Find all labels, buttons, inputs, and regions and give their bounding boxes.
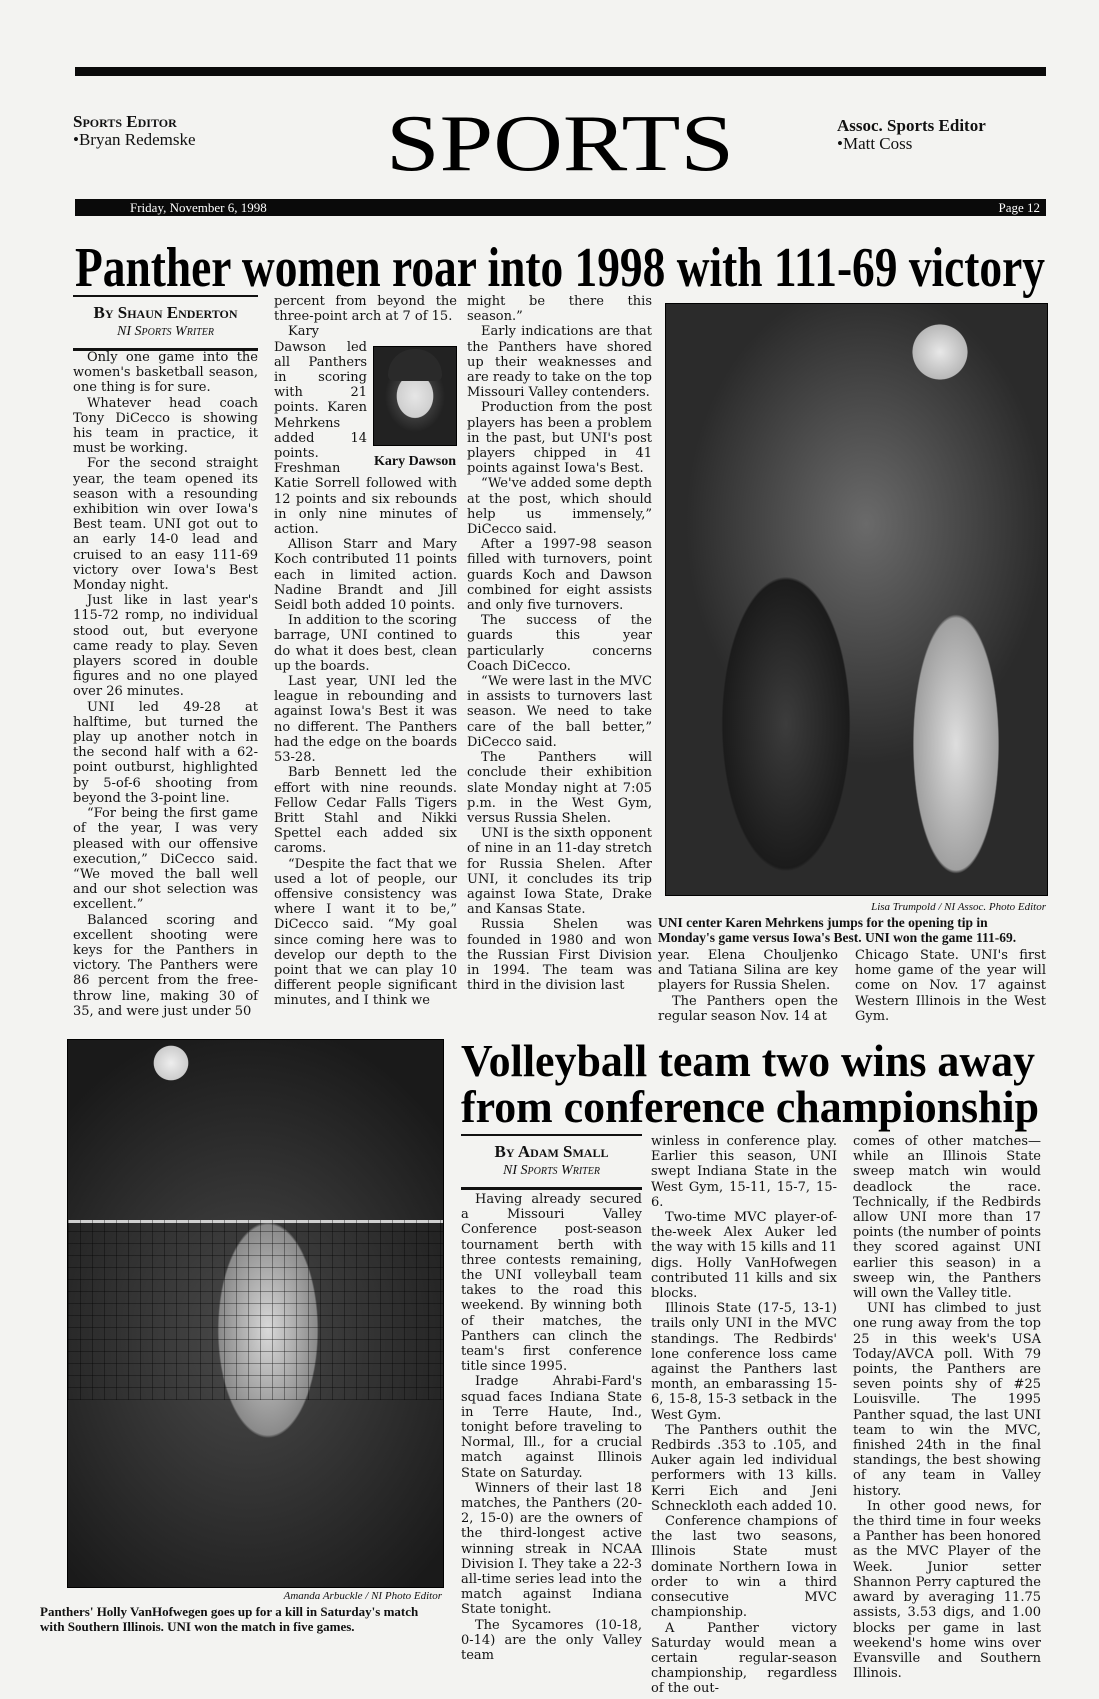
paragraph: Russia Shelen was founded in 1980 and won the Russian First Division in 1994. The team was third in the division last (467, 917, 652, 994)
paragraph: year. Elena Chouljenko and Tatiana Silina are key players for Russia Shelen. (658, 948, 838, 994)
masthead (380, 80, 740, 188)
article2-column-3 (853, 1134, 1041, 1682)
jersey-number-graphic (816, 784, 876, 854)
paragraph: The Sycamores (10-18, 0-14) are the only Valley team (461, 1617, 642, 1664)
photo-credit: Amanda Arbuckle / NI Photo Editor (283, 1590, 442, 1602)
assoc-editor-title: Assoc. Sports Editor (837, 116, 986, 135)
paragraph: A Panther victory Saturday would mean a certain regular-season championship, regardless of the out- (651, 1620, 837, 1697)
paragraph: The Panthers will conclude their exhibition slate Monday night at 7:05 p.m. in the West Gym, versus Russia Shelen. (467, 750, 652, 826)
headline-line-1: Volleyball team two wins away (461, 1035, 1035, 1086)
paragraph: Whatever head coach Tony DiCecco is showing his team in practice, it must be working. (73, 395, 258, 457)
volleyball-net-graphic (68, 1220, 443, 1400)
headline-line-2: from conference championship (461, 1081, 1039, 1132)
sports-editor-credit (73, 113, 196, 149)
paragraph: “We were last in the MVC in assists to turnovers last season. We need to take care of the ball better,” DiCecco said. (467, 674, 652, 750)
paragraph: Winners of their last 18 matches, the Panthers (20-2, 15-0) are the owners of the third-longest active winning streak in NCAA Division I. They take a 22-3 all-time series lead into the match against Indiana State tonight. (461, 1480, 642, 1618)
masthead-title: SPORTS (386, 100, 734, 188)
date-bar (75, 199, 1046, 216)
paragraph: “For being the first game of the year, I was very pleased with our offensive execution,” DiCecco said. “We moved the ball well and our shot selection was excellent.” (73, 806, 258, 913)
sports-editor-title: Sports Editor (73, 112, 177, 131)
paragraph: Last year, UNI led the league in rebounding and against Iowa's Best it was no different. The Panthers had the edge on the boards 53-28. (274, 674, 457, 766)
column-body (658, 994, 838, 1024)
column-body (467, 324, 652, 993)
paragraph: Chicago State. UNI's first home game of the year will come on Nov. 17 against Western Illinois in the West Gym. (855, 948, 1046, 1024)
byline-author: By Shaun Enderton (93, 303, 238, 322)
photo-credit: Lisa Trumpold / NI Assoc. Photo Editor (871, 901, 1046, 913)
top-rule (75, 67, 1046, 76)
paragraph: “We've added some depth at the post, which should help us immensely,” DiCecco said. (467, 476, 652, 538)
paragraph: After a 1997-98 season filled with turnovers, point guards Koch and Dawson combined for eight assists and only five turnovers. (467, 537, 652, 614)
article1-column-5 (855, 948, 1046, 1028)
paragraph: UNI led 49-28 at halftime, but turned the play up another notch in the second half with a 62-point outburst, highlighted by 5-of-6 shooting from beyond the 3-point line. (73, 699, 258, 806)
article2-column-2 (651, 1134, 837, 1697)
byline-author: By Adam Small (494, 1142, 609, 1161)
article1-column-3 (467, 294, 652, 1028)
paragraph: comes of other matches—while an Illinois State sweep match win would deadlock the race. Technically, if the Redbirds allow UNI more than 17 points (the number of points they scored against UNI earlier this season) in a sweep win, the Panthers will own the Valley title. (853, 1134, 1041, 1302)
headline-text: Panther women roar into 1998 with 111-69 victory (75, 237, 1045, 299)
article2-headline (459, 1035, 1041, 1132)
paragraph: winless in conference play. Earlier this season, UNI swept Indiana State in the West Gym, 15-11, 15-7, 15-6. (651, 1134, 837, 1210)
page-number: Page 12 (998, 200, 1040, 215)
sports-editor-name: •Bryan Redemske (73, 130, 196, 149)
paragraph: Having already secured a Missouri Valley Conference post-season tournament berth with three contests remaining, the UNI volleyball team takes to the road this weekend. By winning both of their matches, the Panthers can clinch the team's first conference title since 1995. (461, 1192, 642, 1375)
paragraph: Conference champions of the last two seasons, Illinois State must dominate Northern Iowa in order to win a third consecutive MVC championship. (651, 1514, 837, 1621)
paragraph: Kary Dawson led all Panthers in scoring with 21 points. Karen Mehrkens added 14 points. Freshman Katie Sorrell followed with 12 points and six rebounds in only nine minutes of action. (274, 324, 457, 538)
article1-column-4 (658, 948, 838, 1028)
byline-title: NI Sports Writer (117, 324, 214, 339)
article1-column-1 (73, 350, 258, 1028)
column-body (853, 1301, 1041, 1681)
photo-caption: Panthers' Holly VanHofwegen goes up for a kill in Saturday's match with Southern Illinois. UNI won the match in five games. (40, 1604, 419, 1634)
basketball-photo (665, 303, 1048, 896)
paragraph: percent from beyond the three-point arch at 7 of 15. (274, 294, 457, 325)
photo-caption: UNI center Karen Mehrkens jumps for the opening tip in Monday's game versus Iowa's Best. UNI won the game 111-69. (658, 915, 1017, 945)
article2-byline (461, 1134, 642, 1190)
byline-title: NI Sports Writer (503, 1163, 600, 1178)
article1-column-2 (274, 294, 457, 1028)
portrait-photo (373, 346, 457, 446)
article1-byline (73, 295, 258, 351)
volleyball-photo (67, 1039, 444, 1588)
mugshot-caption: Kary Dawson (373, 454, 457, 470)
paragraph: In addition to the scoring barrage, UNI contined to do what it does best, clean up the boards. (274, 613, 457, 674)
paragraph: Barb Bennett led the effort with nine reounds. Fellow Cedar Falls Tigers Britt Stahl and Nikki Spettel each added six caroms. (274, 765, 457, 857)
paragraph: Illinois State (17-5, 13-1) trails only UNI in the MVC standings. The Redbirds' lone conference loss came against the Panthers last month, an embarassing 15-6, 15-8, 15-3 setback in the West Gym. (651, 1301, 837, 1423)
paragraph: Iradge Ahrabi-Fard's squad faces Indiana State in Terre Haute, Ind., tonight before traveling to Normal, Ill., for a crucial match against Illinois State on Saturday. (461, 1374, 642, 1481)
paragraph: Only one game into the women's basketball season, one thing is for sure. (73, 350, 258, 396)
paragraph: Allison Starr and Mary Koch contributed 11 points each in limited action. Nadine Brandt and Jill Seidl both added 10 points. (274, 537, 457, 614)
article1-headline (73, 237, 1048, 299)
paragraph: Two-time MVC player-of-the-week Alex Auker led the way with 15 kills and 11 digs. Holly VanHofwegen contributed 11 kills and six blocks. (651, 1210, 837, 1302)
kary-dawson-mugshot (373, 346, 457, 469)
issue-date: Friday, November 6, 1998 (130, 200, 267, 215)
paragraph: For the second straight year, the team opened its season with a resounding exhibition win over Iowa's Best team. UNI got out to an early 14-0 lead and cruised to an easy 111-69 victory over Iowa's Best Monday night. (73, 456, 258, 594)
paragraph: UNI is the sixth opponent of nine in an 11-day stretch for Russia Shelen. After UNI, it concludes its trip against Iowa State, Drake and Kansas State. (467, 826, 652, 918)
paragraph: Production from the post players has been a problem in the past, but UNI's post players chipped in 41 points against Iowa's Best. (467, 400, 652, 477)
paragraph: Just like in last year's 115-72 romp, no individual stood out, but everyone came ready to play. Seven players scored in double figures and no one played over 26 minutes. (73, 593, 258, 700)
paragraph: Early indications are that the Panthers have shored up their weaknesses and are ready to take on the top Missouri Valley contenders. (467, 324, 652, 401)
paragraph: The Panthers open the regular season Nov. 14 at (658, 993, 838, 1024)
assoc-editor-name: •Matt Coss (837, 134, 913, 153)
article2-column-1 (461, 1192, 642, 1664)
paragraph: The Panthers outhit the Redbirds .353 to .105, and Auker again led individual performers with 13 kills. Kerri Eich and Jeni Schneckloth each added 10. (651, 1422, 837, 1514)
paragraph: UNI has climbed to just one rung away from the top 25 in this week's USA Today/AVCA poll. With 79 points, the Panthers are seven points shy of #25 Louisville. The 1995 Panther squad, the last UNI team to win the MVC, finished 24th in the final standings, the best showing of any team in Valley history. (853, 1301, 1041, 1499)
paragraph: In other good news, for the third time in four weeks a Panther has been honored as the MVC Player of the Week. Junior setter Shannon Perry captured the award by averaging 11.75 assists, 3.53 digs, and 1.00 blocks per game in last weekend's home wins over Evansville and Southern Illinois. (853, 1498, 1041, 1682)
paragraph: Balanced scoring and excellent shooting were keys for the Panthers in victory. The Panthers were 86 percent from the free-throw line, making 30 of 35, and were just under 50 (73, 912, 258, 1019)
paragraph: “Despite the fact that we used a lot of people, our offensive consistency was where I want it to be,” DiCecco said. “My goal since coming here was to develop our depth to the point that we can play 10 different people significant minutes, and I think we (274, 856, 457, 1009)
paragraph: The success of the guards this year particularly concerns Coach DiCecco. (467, 613, 652, 674)
column-body (651, 1210, 837, 1697)
paragraph: might be there this season.” (467, 294, 652, 325)
assoc-editor-credit (837, 117, 986, 153)
